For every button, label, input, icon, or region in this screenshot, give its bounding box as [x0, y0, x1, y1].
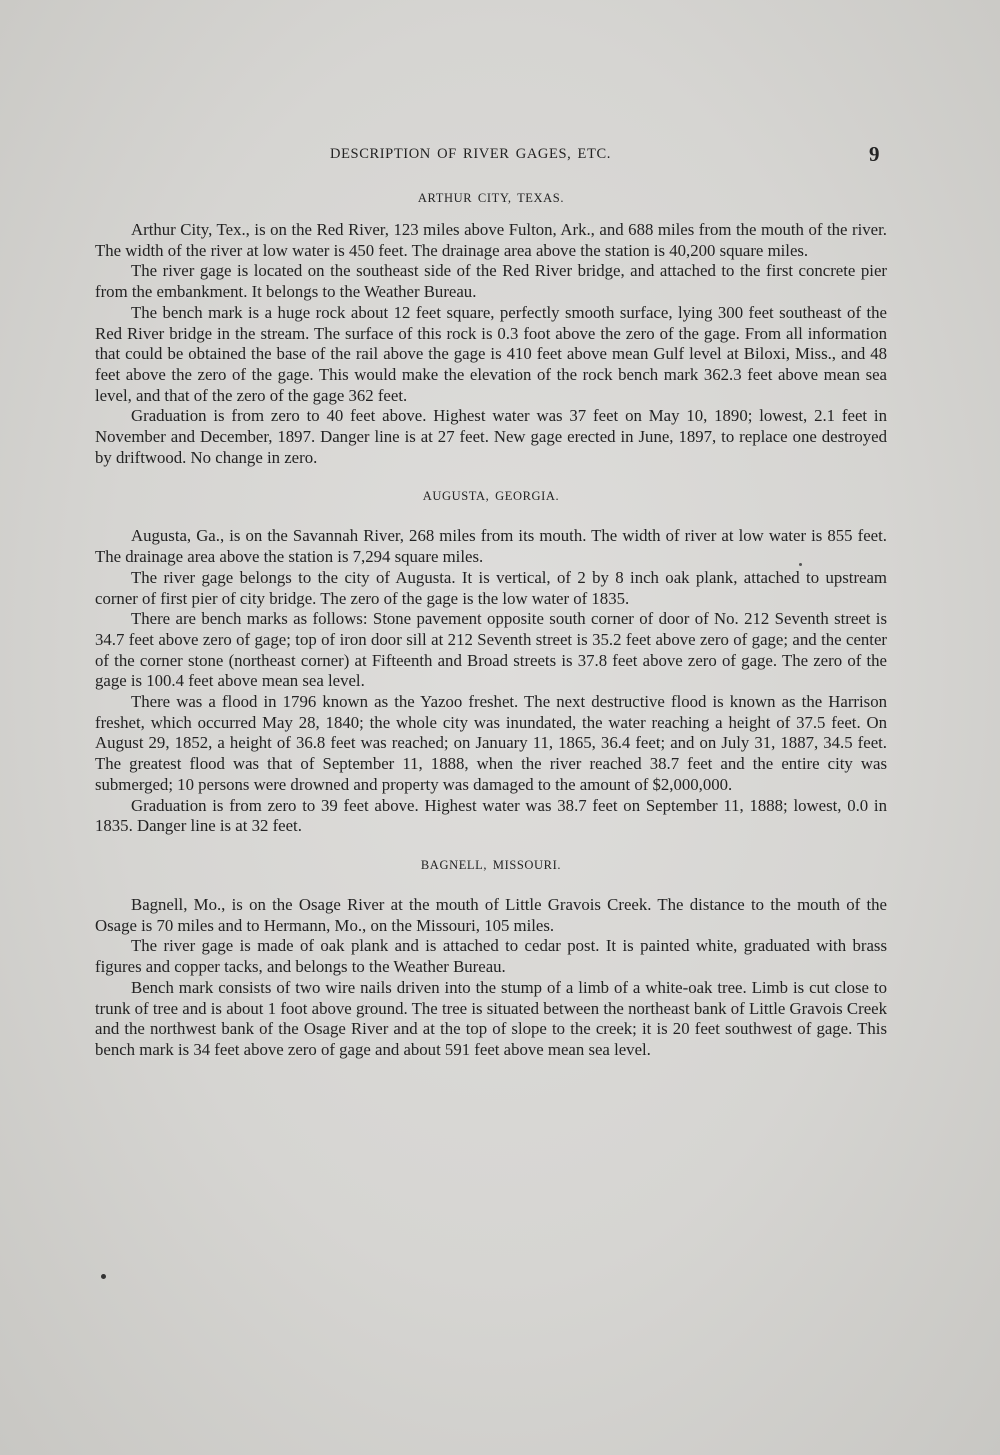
- section-title: BAGNELL, MISSOURI.: [420, 857, 562, 872]
- paragraph: The river gage is located on the southeast side of the Red River bridge, and attached to the first concrete pier from the embankment. It belongs to the Weather Bureau.: [95, 261, 887, 302]
- section-augusta: [95, 488, 887, 837]
- running-title: DESCRIPTION OF RIVER GAGES, ETC.: [330, 146, 611, 162]
- page-number: 9: [869, 142, 880, 166]
- paragraph: Graduation is from zero to 39 feet above. Highest water was 38.7 feet on September 11, 1888; lowest, 0.0 in 1835. Danger line is at 32 feet.: [95, 795, 887, 836]
- ink-speck: [799, 563, 802, 566]
- paragraph: Augusta, Ga., is on the Savannah River, 268 miles from its mouth. The width of river at low water is 855 feet. The drainage area above the station is 7,294 square miles.: [95, 526, 887, 567]
- paragraph: The river gage is made of oak plank and is attached to cedar post. It is painted white, graduated with brass figures and copper tacks, and belongs to the Weather Bureau.: [95, 936, 887, 977]
- paragraph: Bench mark consists of two wire nails driven into the stump of a limb of a white-oak tree. Limb is cut close to trunk of tree and is about 1 foot above ground. The tree is situated between the northeast bank of Little Gravois Creek and the northwest bank of the Osage River and at the top of slope to the creek; it is 20 feet southwest of gage. This bench mark is 34 feet above zero of gage and about 591 feet above mean sea level.: [95, 977, 887, 1059]
- paragraph: The river gage belongs to the city of Augusta. It is vertical, of 2 by 8 inch oak plank, attached to upstream corner of first pier of city bridge. The zero of the gage is the low water of 1835.: [95, 567, 887, 608]
- section-arthur-city: [95, 190, 887, 468]
- paragraph: Graduation is from zero to 40 feet above. Highest water was 37 feet on May 10, 1890; lowest, 2.1 feet in November and December, 1897. Danger line is at 27 feet. New gage erected in June, 1897, to replace one destroyed by driftwood. No change in zero.: [95, 406, 887, 467]
- ink-dot: [101, 1274, 106, 1279]
- paragraph: The bench mark is a huge rock about 12 feet square, perfectly smooth surface, lying 300 feet southeast of the Red River bridge in the stream. The surface of this rock is 0.3 foot above the zero of the gage. From all information that could be obtained the base of the rail above the gage is 410 feet above mean Gulf level at Biloxi, Miss., and 48 feet above the zero of the gage. This would make the elevation of the rock bench mark 362.3 feet above mean sea level, and that of the zero of the gage 362 feet.: [95, 302, 887, 405]
- paragraph: Bagnell, Mo., is on the Osage River at the mouth of Little Gravois Creek. The distance to the mouth of the Osage is 70 miles and to Hermann, Mo., on the Missouri, 105 miles.: [95, 894, 887, 935]
- paragraph: There was a flood in 1796 known as the Yazoo freshet. The next destructive flood is known as the Harrison freshet, which occurred May 28, 1840; the whole city was inundated, the water reaching a height of 37.5 feet. On August 29, 1852, a height of 36.8 feet was reached; on January 11, 1865, 36.4 feet; and on July 31, 1887, 34.5 feet. The greatest flood was that of September 11, 1888, when the river reached 38.7 feet and the entire city was submerged; 10 persons were drowned and property was damaged to the amount of $2,000,000.: [95, 692, 887, 794]
- section-title: AUGUSTA, GEORGIA.: [422, 489, 560, 504]
- section-bagnell: [95, 857, 887, 1061]
- paragraph: There are bench marks as follows: Stone pavement opposite south corner of door of No. 212 Seventh street is 34.7 feet above zero of gage; top of iron door sill at 212 Seventh street is 35.2 feet above zero of gage; and the center of the corner stone (northeast corner) at Fifteenth and Broad streets is 37.8 feet above zero of gage. The zero of the gage is 100.4 feet above mean sea level.: [95, 609, 887, 691]
- page-body: [95, 190, 887, 1061]
- paragraph: Arthur City, Tex., is on the Red River, 123 miles above Fulton, Ark., and 688 miles from the mouth of the river. The width of the river at low water is 450 feet. The drainage area above the station is 40,200 square miles.: [95, 220, 887, 260]
- section-title: ARTHUR CITY, TEXAS.: [417, 191, 565, 205]
